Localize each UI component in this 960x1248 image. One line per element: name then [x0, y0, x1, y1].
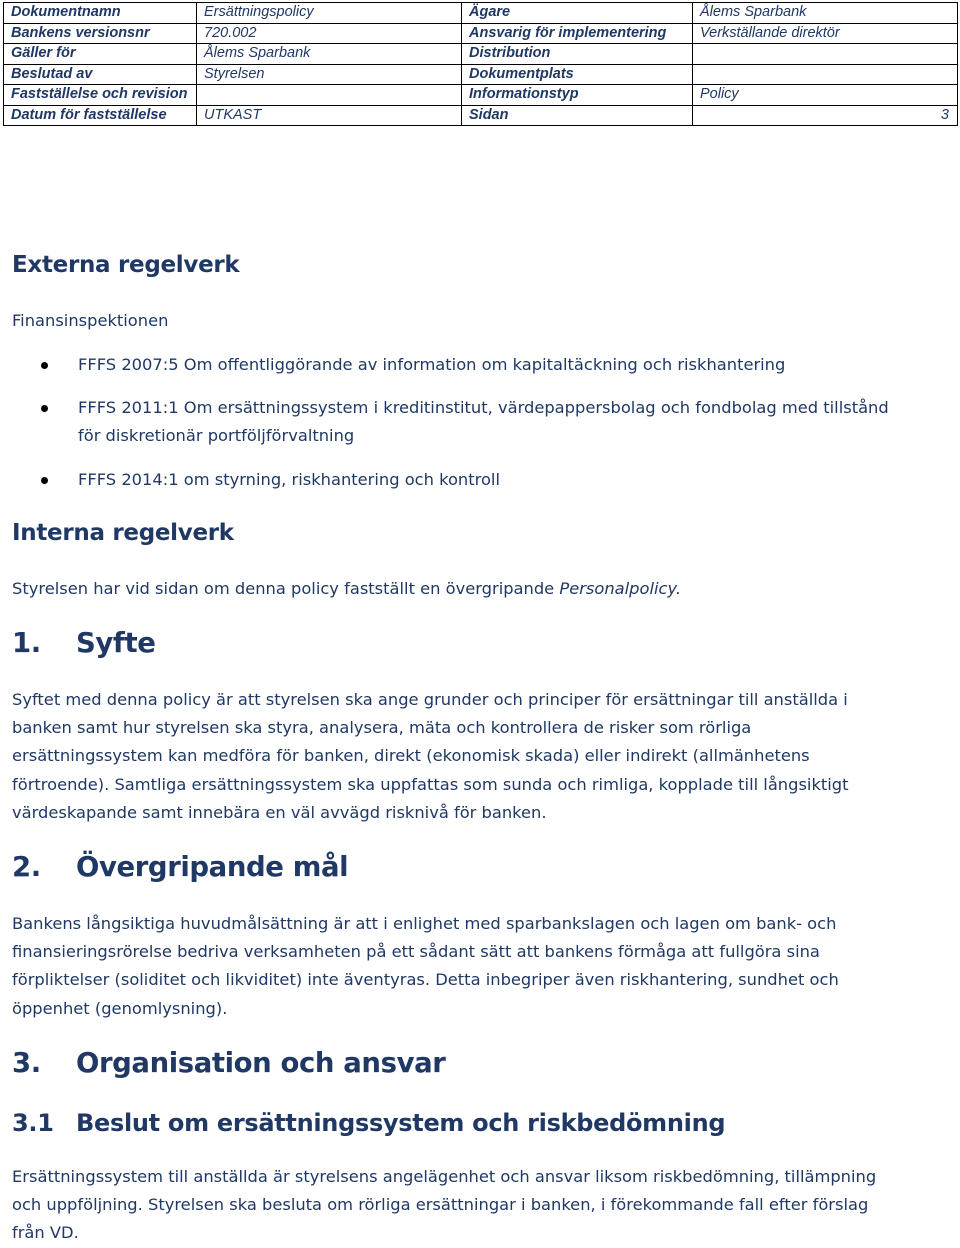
- section-3-1-paragraph: Ersättningssystem till anställda är styrelsens angelägenhet och ansvar liksom riskbedömning, tillämpning och uppföljning. Styrelsen ska besluta om rörliga ersättningar i banken, i förekommande fall efter förslag från VD.: [12, 1167, 877, 1243]
- header-label-cell: Ägare: [462, 3, 693, 24]
- section-title: Organisation och ansvar: [76, 1047, 446, 1079]
- list-item: [0, 351, 900, 379]
- bullet-text: FFFS 2014:1 om styrning, riskhantering och kontroll: [78, 469, 500, 489]
- header-label-cell: Fastställelse och revision: [4, 85, 197, 106]
- header-label-cell: Beslutad av: [4, 64, 197, 85]
- section-1-paragraph: Syftet med denna policy är att styrelsen ska ange grunder och principer för ersättningar till anställda i banken samt hur styrelsen ska styra, analysera, mäta och kontrollera de risker som rörliga ersättningssystem kan medföra för banken, direkt (ekonomisk skada) eller indirekt (allmänhetens förtroende). Samtliga ersättningssystem ska uppfattas som sunda och rimliga, kopplade till långsiktigt värdeskapande samt innebära en väl avvägd risknivå för banken.: [12, 690, 849, 822]
- list-item: [0, 394, 900, 450]
- header-value-cell: Styrelsen: [197, 64, 462, 85]
- bullet-icon: [41, 405, 48, 412]
- section-2-paragraph: Bankens långsiktiga huvudmålsättning är att i enlighet med sparbankslagen och lagen om bank- och finansieringsrörelse bedriva verksamheten på ett sådant sätt att bankens förmåga att fullgöra sina förpliktelser (soliditet och likviditet) inte äventyras. Detta inbegriper även riskhantering, sundhet och öppenhet (genomlysning).: [12, 914, 839, 1018]
- header-label-cell: Ansvarig för implementering: [462, 23, 693, 44]
- section-number: 1.: [12, 627, 41, 659]
- table-row: [4, 64, 958, 85]
- header-value-cell: 3: [693, 105, 958, 126]
- bullet-text: FFFS 2007:5 Om offentliggörande av information om kapitaltäckning och riskhantering: [78, 355, 786, 374]
- header-value-cell: 720.002: [197, 23, 462, 44]
- table-row: [4, 23, 958, 44]
- header-label-cell: Datum för fastställelse: [4, 105, 197, 126]
- table-row: [4, 3, 958, 24]
- interna-paragraph: [12, 575, 681, 603]
- header-value-cell: [693, 64, 958, 85]
- header-label-cell: Distribution: [462, 44, 693, 65]
- header-label-cell: Informationstyp: [462, 85, 693, 106]
- header-label-cell: Bankens versionsnr: [4, 23, 197, 44]
- interna-text: Styrelsen har vid sidan om denna policy fastställt en övergripande: [12, 579, 560, 598]
- externa-bullet-list: [0, 351, 900, 494]
- header-value-cell: UTKAST: [197, 105, 462, 126]
- section-title: Syfte: [76, 627, 156, 659]
- header-table-body: [4, 3, 958, 126]
- header-label-cell: Sidan: [462, 105, 693, 126]
- header-value-cell: Ålems Sparbank: [197, 44, 462, 65]
- bullet-text: FFFS 2011:1 Om ersättningssystem i kreditinstitut, värdepappersbolag och fondbolag med tillstånd för diskretionär portföljförvaltning: [78, 398, 889, 446]
- externa-heading: Externa regelverk: [12, 252, 240, 278]
- list-item: [0, 466, 900, 494]
- personalpolicy-reference: Personalpolicy.: [559, 579, 682, 598]
- interna-heading: Interna regelverk: [12, 520, 234, 546]
- table-row: [4, 105, 958, 126]
- section-3-1-heading: [12, 1109, 725, 1137]
- header-value-cell: Ersättningspolicy: [197, 3, 462, 24]
- section-1-heading: [12, 627, 156, 659]
- header-label-cell: Gäller för: [4, 44, 197, 65]
- header-value-cell: [197, 85, 462, 106]
- externa-subheading: Finansinspektionen: [12, 311, 169, 330]
- table-row: [4, 85, 958, 106]
- section-number: 3.1: [12, 1109, 54, 1137]
- header-label-cell: Dokumentnamn: [4, 3, 197, 24]
- header-value-cell: Ålems Sparbank: [693, 3, 958, 24]
- section-number: 3.: [12, 1047, 41, 1079]
- header-value-cell: Policy: [693, 85, 958, 106]
- document-header-table: [3, 2, 958, 126]
- section-title: Övergripande mål: [76, 851, 349, 883]
- header-label-cell: Dokumentplats: [462, 64, 693, 85]
- bullet-icon: [41, 362, 48, 369]
- section-number: 2.: [12, 851, 41, 883]
- section-title: Beslut om ersättningssystem och riskbedömning: [76, 1109, 726, 1137]
- table-row: [4, 44, 958, 65]
- header-value-cell: Verkställande direktör: [693, 23, 958, 44]
- section-3-heading: [12, 1047, 445, 1079]
- header-value-cell: [693, 44, 958, 65]
- section-2-heading: [12, 851, 348, 883]
- bullet-icon: [41, 477, 48, 484]
